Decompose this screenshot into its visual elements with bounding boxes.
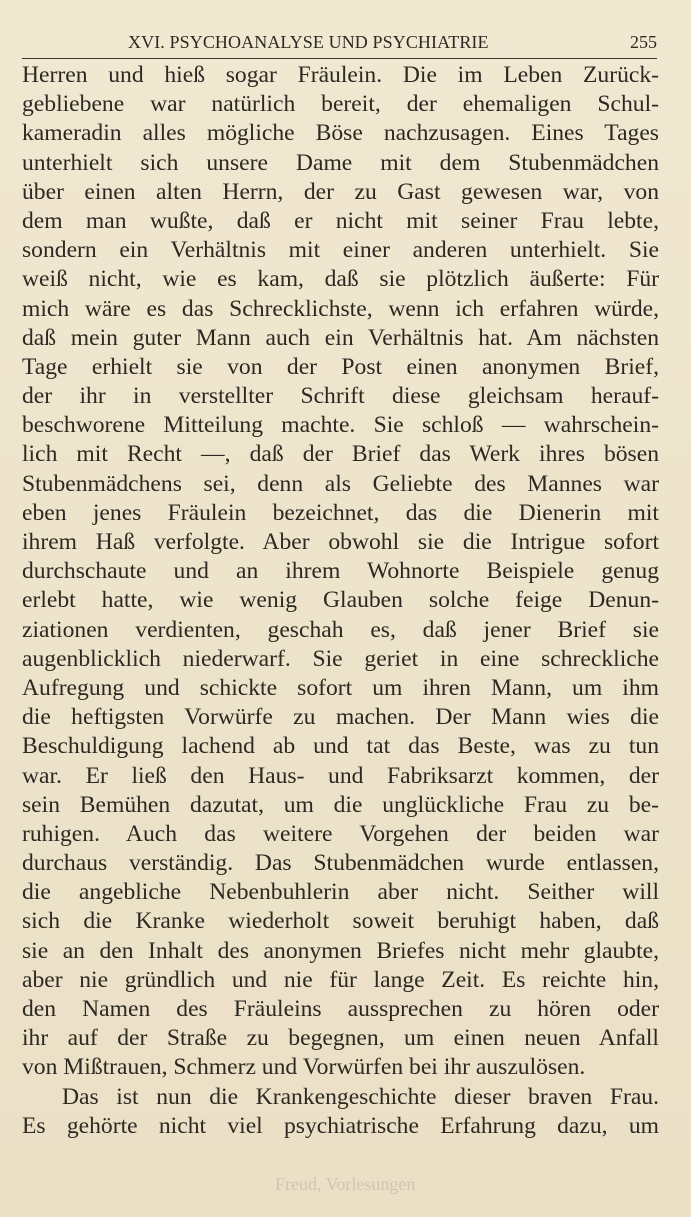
text-line: kameradin alles mögliche Böse nachzusagen. Eines Tages [22, 120, 659, 147]
page-number: 255 [630, 32, 657, 52]
text-line: sein Bemühen dazutat, um die unglückliche Frau zu be- [22, 791, 659, 818]
text-line: lich mit Recht —, daß der Brief das Werk ihres bösen [22, 441, 659, 468]
text-line: ihrem Haß verfolgte. Aber obwohl sie die Intrigue sofort [22, 529, 659, 555]
text-line: daß mein guter Mann auch ein Verhältnis hat. Am nächsten [22, 324, 659, 351]
text-line: von Mißtrauen, Schmerz und Vorwürfen bei ihr auszulösen. [22, 1054, 586, 1081]
text-line: Herren und hieß sogar Fräulein. Die im Leben Zurück- [22, 62, 659, 88]
text-line: durchaus verständig. Das Stubenmädchen wurde entlassen, [22, 850, 659, 877]
text-line: beschworene Mitteilung machte. Sie schloß — wahrschein- [22, 412, 659, 439]
text-line: Es gehörte nicht viel psychiatrische Erfahrung dazu, um [22, 1112, 659, 1139]
text-line: weiß nicht, wie es kam, daß sie plötzlich äußerte: Für [22, 266, 659, 293]
text-line: erlebt hatte, wie wenig Glauben solche feige Denun- [22, 587, 659, 614]
text-line: mich wäre es das Schrecklichste, wenn ich erfahren würde, [22, 295, 659, 322]
chapter-title: XVI. PSYCHOANALYSE UND PSYCHIATRIE [128, 32, 489, 52]
text-line: sie an den Inhalt des anonymen Briefes nicht mehr glaubte, [22, 937, 659, 964]
text-line: dem man wußte, daß er nicht mit seiner Frau lebte, [22, 207, 659, 234]
running-header [22, 28, 657, 59]
text-line: Beschuldigung lachend ab und tat das Beste, was zu tun [22, 733, 659, 760]
text-line: den Namen des Fräuleins aussprechen zu hören oder [22, 996, 659, 1022]
text-line: Tage erhielt sie von der Post einen anonymen Brief, [22, 353, 659, 380]
text-line: ruhigen. Auch das weitere Vorgehen der beiden war [22, 820, 659, 847]
text-line: die heftigsten Vorwürfe zu machen. Der Mann wies die [22, 704, 659, 731]
text-line: sich die Kranke wiederholt soweit beruhigt haben, daß [22, 908, 659, 935]
text-line: durchschaute und an ihrem Wohnorte Beispiele genug [22, 558, 659, 585]
text-line: unterhielt sich unsere Dame mit dem Stubenmädchen [22, 149, 659, 176]
text-line: war. Er ließ den Haus- und Fabriksarzt kommen, der [22, 762, 659, 789]
text-line: sondern ein Verhältnis mit einer anderen unterhielt. Sie [22, 237, 659, 264]
text-line: der ihr in verstellter Schrift diese gleichsam herauf- [22, 383, 659, 410]
text-line: Das ist nun die Krankengeschichte dieser braven Frau. [62, 1083, 659, 1110]
text-line: aber nie gründlich und nie für lange Zeit. Es reichte hin, [22, 966, 659, 993]
text-line: ihr auf der Straße zu begegnen, um einen neuen Anfall [22, 1025, 659, 1052]
text-line: eben jenes Fräulein bezeichnet, das die Dienerin mit [22, 499, 659, 526]
text-line: über einen alten Herrn, der zu Gast gewesen war, von [22, 178, 659, 205]
text-line: Stubenmädchens sei, denn als Geliebte des Mannes war [22, 470, 659, 497]
text-line: gebliebene war natürlich bereit, der ehemaligen Schul- [22, 91, 659, 118]
text-line: augenblicklich niederwarf. Sie geriet in eine schreckliche [22, 645, 659, 672]
body-text [22, 61, 659, 1141]
bleed-through-text: Freud, Vorlesungen [275, 1174, 416, 1194]
text-line: ziationen verdienten, geschah es, daß jener Brief sie [22, 616, 659, 643]
text-line: die angebliche Nebenbuhlerin aber nicht. Seither will [22, 879, 659, 906]
text-line: Aufregung und schickte sofort um ihren Mann, um ihm [22, 674, 659, 701]
